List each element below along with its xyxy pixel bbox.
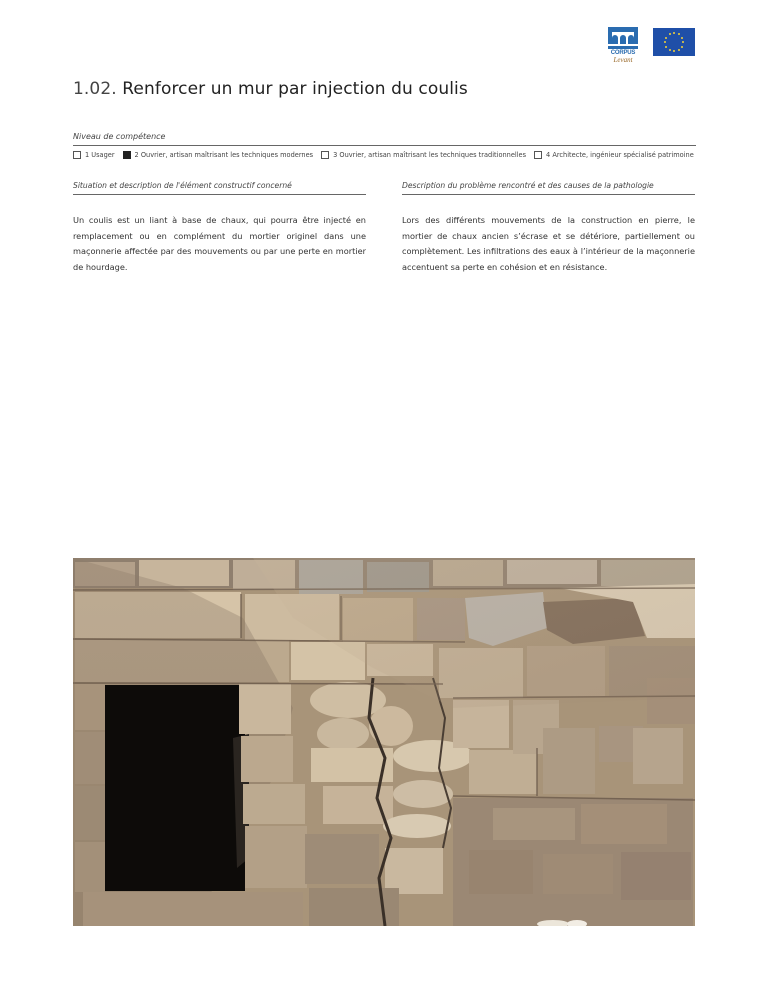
level-label: 3 Ouvrier, artisan maîtrisant les techniques traditionnelles [333, 151, 527, 159]
corpus-levant-logo [608, 27, 638, 65]
section-number: 1.02. [73, 79, 117, 99]
page-title [73, 79, 468, 99]
eu-flag-logo [653, 28, 695, 56]
level-2-option[interactable] [123, 151, 314, 159]
wall-photo [73, 558, 695, 926]
level-4-option[interactable] [534, 151, 694, 159]
divider [73, 194, 366, 195]
bridge-arches-icon [608, 27, 638, 49]
level-3-option[interactable] [321, 151, 526, 159]
checkbox-unchecked-icon[interactable] [73, 151, 81, 159]
divider [73, 145, 696, 146]
level-label: 2 Ouvrier, artisan maîtrisant les techniques modernes [134, 151, 314, 159]
level-label: 1 Usager [85, 151, 115, 159]
logo-text-corpus: CORPUS [610, 50, 636, 56]
stars-ring-icon [664, 32, 684, 52]
title-text: Renforcer un mur par injection du coulis [122, 79, 468, 99]
checkbox-unchecked-icon[interactable] [534, 151, 542, 159]
competence-levels [73, 149, 696, 161]
checkbox-checked-icon[interactable] [123, 151, 131, 159]
stone-wall-image [73, 558, 695, 926]
divider [402, 194, 695, 195]
situation-heading: Situation et description de l'élément constructif concerné [73, 181, 292, 190]
level-1-option[interactable] [73, 151, 115, 159]
level-label: 4 Architecte, ingénieur spécialisé patrimoine [546, 151, 694, 159]
problem-heading: Description du problème rencontré et des causes de la pathologie [402, 181, 654, 190]
situation-text: Un coulis est un liant à base de chaux, qui pourra être injecté en remplacement ou en complément du mortier originel dans une maçonnerie affectée par des mouvements ou par une perte en mortier de hourdage. [73, 215, 366, 272]
checkbox-unchecked-icon[interactable] [321, 151, 329, 159]
competence-label: Niveau de compétence [73, 132, 166, 141]
logo-text-levant: Levant [613, 56, 633, 64]
problem-text: Lors des différents mouvements de la construction en pierre, le mortier de chaux ancien s’écrase et se détériore, partiellement ou complètement. Les infiltrations des eaux à l’intérieur de la maçonnerie accentuent sa perte en cohésion et en résistance. [402, 215, 695, 272]
